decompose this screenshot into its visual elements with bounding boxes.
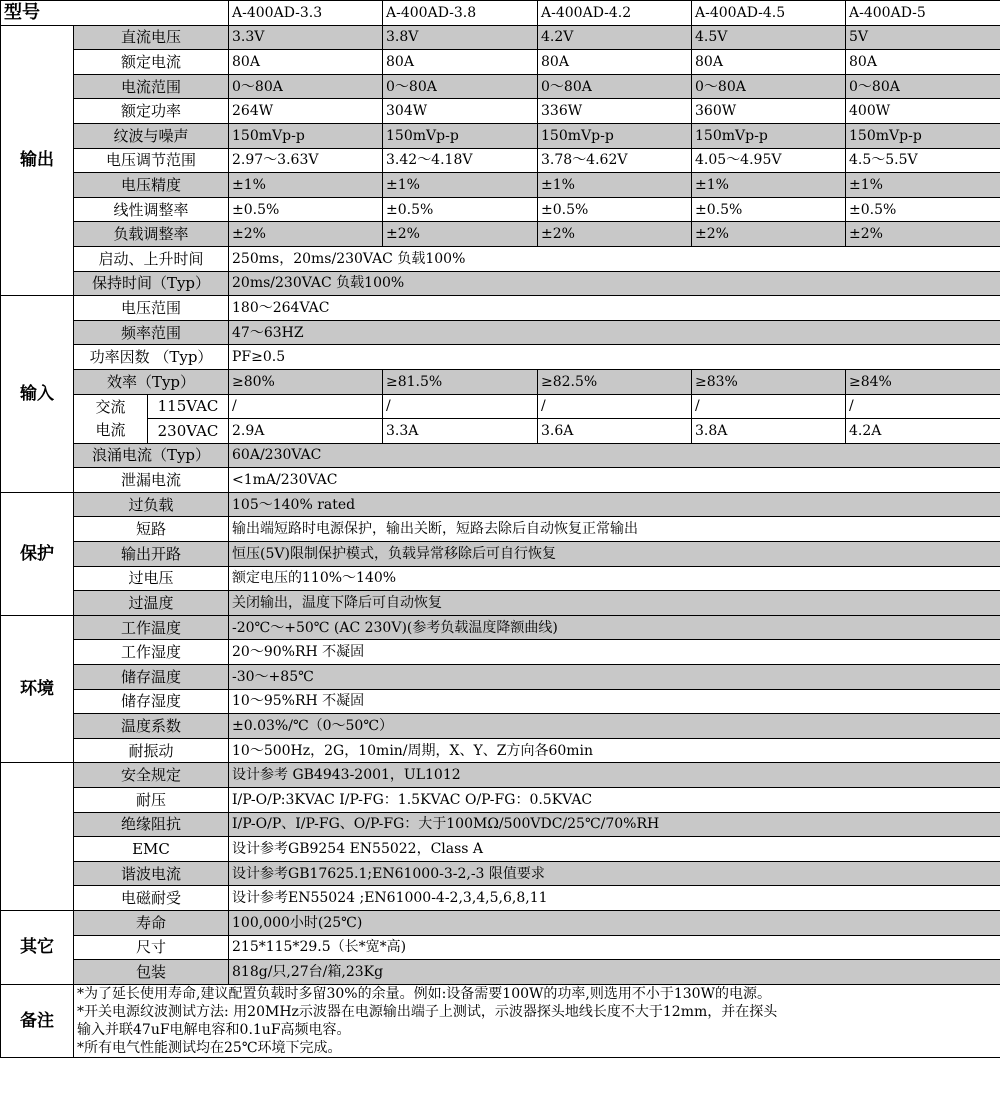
output-row bbox=[1, 197, 1000, 222]
param-label: 额定功率 bbox=[74, 99, 229, 124]
input-row bbox=[1, 369, 1000, 394]
note-line: *为了延长使用寿命,建议配置负载时多留30%的余量。例如:设备需要100W的功率,则选用不小于130W的电源。 bbox=[77, 985, 771, 1002]
param-value: 20～90%RH 不凝固 bbox=[229, 640, 1000, 665]
param-value: 4.05～4.95V bbox=[692, 148, 846, 173]
param-value: <1mA/230VAC bbox=[229, 468, 1000, 493]
environment-row bbox=[1, 640, 1000, 665]
output-row bbox=[1, 246, 1000, 271]
output-row bbox=[1, 74, 1000, 99]
param-label: 过负载 bbox=[74, 492, 229, 517]
param-value: I/P-O/P、I/P-FG、O/P-FG：大于100MΩ/500VDC/25℃/70%RH bbox=[229, 812, 1000, 837]
param-label: 保持时间（Typ） bbox=[74, 271, 229, 296]
param-value: 3.6A bbox=[538, 419, 692, 444]
param-label: 温度系数 bbox=[74, 714, 229, 739]
output-row bbox=[1, 99, 1000, 124]
param-label: 功率因数 （Typ） bbox=[74, 345, 229, 370]
output-row bbox=[1, 222, 1000, 247]
notes-row bbox=[1, 984, 1000, 1057]
param-label: 泄漏电流 bbox=[74, 468, 229, 493]
param-value: 2.9A bbox=[229, 419, 383, 444]
param-value: ≥80% bbox=[229, 369, 383, 394]
param-value: 4.5～5.5V bbox=[846, 148, 1000, 173]
param-label: 电压调节范围 bbox=[74, 148, 229, 173]
param-value: 80A bbox=[692, 50, 846, 75]
param-value: 0～80A bbox=[383, 74, 538, 99]
param-label: 负载调整率 bbox=[74, 222, 229, 247]
param-value: 4.2V bbox=[538, 25, 692, 50]
param-label: 包装 bbox=[74, 960, 229, 985]
param-label: 绝缘阻抗 bbox=[74, 812, 229, 837]
param-label: 储存湿度 bbox=[74, 689, 229, 714]
safety-row bbox=[1, 837, 1000, 862]
protection-row bbox=[1, 591, 1000, 616]
param-value: / bbox=[846, 394, 1000, 419]
input-row bbox=[1, 468, 1000, 493]
input-row bbox=[1, 443, 1000, 468]
section-label-output: 输出 bbox=[1, 25, 74, 296]
param-label: 过电压 bbox=[74, 566, 229, 591]
param-label: 工作湿度 bbox=[74, 640, 229, 665]
param-value: -20℃～+50℃ (AC 230V)(参考负载温度降额曲线) bbox=[229, 615, 1000, 640]
param-value: ±2% bbox=[229, 222, 383, 247]
output-row bbox=[1, 173, 1000, 198]
param-value: 20ms/230VAC 负载100% bbox=[229, 271, 1000, 296]
param-label: 电磁耐受 bbox=[74, 886, 229, 911]
param-value: 150mVp-p bbox=[692, 123, 846, 148]
param-value: / bbox=[383, 394, 538, 419]
param-value: 304W bbox=[383, 99, 538, 124]
param-value: / bbox=[692, 394, 846, 419]
param-value: ±1% bbox=[692, 173, 846, 198]
input-row bbox=[1, 345, 1000, 370]
param-label: 115VAC bbox=[148, 394, 229, 419]
param-label: 启动、上升时间 bbox=[74, 246, 229, 271]
param-value: ±0.5% bbox=[846, 197, 1000, 222]
param-label: 电流范围 bbox=[74, 74, 229, 99]
param-value: / bbox=[538, 394, 692, 419]
param-value: 0～80A bbox=[692, 74, 846, 99]
param-value: 3.78～4.62V bbox=[538, 148, 692, 173]
header-row bbox=[1, 1, 1000, 26]
input-row bbox=[1, 296, 1000, 321]
param-label: 安全规定 bbox=[74, 763, 229, 788]
param-value: ±2% bbox=[692, 222, 846, 247]
ac-current-label-top: 交流 bbox=[95, 397, 126, 416]
other-row bbox=[1, 910, 1000, 935]
param-value: 输出端短路时电源保护，输出关断，短路去除后自动恢复正常输出 bbox=[229, 517, 1000, 542]
param-label: EMC bbox=[74, 837, 229, 862]
param-label: 电压范围 bbox=[74, 296, 229, 321]
param-label: 直流电压 bbox=[74, 25, 229, 50]
param-label: 工作温度 bbox=[74, 615, 229, 640]
param-value: 0～80A bbox=[229, 74, 383, 99]
section-label-notes: 备注 bbox=[1, 984, 74, 1057]
param-value: 设计参考EN55024 ;EN61000-4-2,3,4,5,6,8,11 bbox=[229, 886, 1000, 911]
param-value: 100,000小时(25℃) bbox=[229, 910, 1000, 935]
param-value: 150mVp-p bbox=[383, 123, 538, 148]
param-value: 264W bbox=[229, 99, 383, 124]
param-value: 4.2A bbox=[846, 419, 1000, 444]
param-value: 10～95%RH 不凝固 bbox=[229, 689, 1000, 714]
param-value: 0～80A bbox=[538, 74, 692, 99]
param-value: 180～264VAC bbox=[229, 296, 1000, 321]
param-value: 818g/只,27台/箱,23Kg bbox=[229, 960, 1000, 985]
param-label: 230VAC bbox=[148, 419, 229, 444]
model-name: A-400AD-5 bbox=[846, 1, 1000, 26]
param-value: ≥82.5% bbox=[538, 369, 692, 394]
safety-row bbox=[1, 861, 1000, 886]
param-value: 80A bbox=[383, 50, 538, 75]
protection-row bbox=[1, 492, 1000, 517]
param-value: 4.5V bbox=[692, 25, 846, 50]
model-name: A-400AD-4.2 bbox=[538, 1, 692, 26]
param-value: 215*115*29.5（长*宽*高) bbox=[229, 935, 1000, 960]
section-label-environment: 环境 bbox=[1, 615, 74, 763]
param-value: 336W bbox=[538, 99, 692, 124]
model-header-label: 型号 bbox=[1, 1, 229, 26]
param-value: ±0.03%/℃（0～50℃） bbox=[229, 714, 1000, 739]
param-label: 谐波电流 bbox=[74, 861, 229, 886]
param-label: 输出开路 bbox=[74, 542, 229, 567]
section-label-safety bbox=[1, 763, 74, 911]
param-value: 80A bbox=[538, 50, 692, 75]
environment-row bbox=[1, 615, 1000, 640]
output-row bbox=[1, 25, 1000, 50]
param-value: 3.3V bbox=[229, 25, 383, 50]
param-value: 关闭输出，温度下降后可自动恢复 bbox=[229, 591, 1000, 616]
param-value: 5V bbox=[846, 25, 1000, 50]
param-value: 400W bbox=[846, 99, 1000, 124]
model-name: A-400AD-4.5 bbox=[692, 1, 846, 26]
protection-row bbox=[1, 566, 1000, 591]
note-line: 输入并联47uF电解电容和0.1uF高频电容。 bbox=[77, 1021, 351, 1038]
other-row bbox=[1, 960, 1000, 985]
param-value: 0～80A bbox=[846, 74, 1000, 99]
param-value: ±0.5% bbox=[538, 197, 692, 222]
output-row bbox=[1, 271, 1000, 296]
param-label: 纹波与噪声 bbox=[74, 123, 229, 148]
param-value: I/P-O/P:3KVAC I/P-FG：1.5KVAC O/P-FG：0.5KVAC bbox=[229, 788, 1000, 813]
param-value: 3.8V bbox=[383, 25, 538, 50]
param-value: 60A/230VAC bbox=[229, 443, 1000, 468]
output-row bbox=[1, 123, 1000, 148]
param-value: / bbox=[229, 394, 383, 419]
param-value: ±2% bbox=[383, 222, 538, 247]
output-row bbox=[1, 148, 1000, 173]
safety-row bbox=[1, 812, 1000, 837]
param-value: 80A bbox=[229, 50, 383, 75]
protection-row bbox=[1, 542, 1000, 567]
param-value: -30～+85℃ bbox=[229, 665, 1000, 690]
safety-row bbox=[1, 763, 1000, 788]
safety-row bbox=[1, 788, 1000, 813]
param-value: ±1% bbox=[229, 173, 383, 198]
safety-row bbox=[1, 886, 1000, 911]
input-row bbox=[1, 394, 1000, 419]
param-value: ±2% bbox=[538, 222, 692, 247]
param-value: 150mVp-p bbox=[229, 123, 383, 148]
param-value: 150mVp-p bbox=[538, 123, 692, 148]
param-label: 过温度 bbox=[74, 591, 229, 616]
param-value: 250ms，20ms/230VAC 负载100% bbox=[229, 246, 1000, 271]
param-value: 3.42～4.18V bbox=[383, 148, 538, 173]
ac-current-label-bottom: 电流 bbox=[95, 420, 126, 439]
other-row bbox=[1, 935, 1000, 960]
param-label: 储存温度 bbox=[74, 665, 229, 690]
param-value: ≥81.5% bbox=[383, 369, 538, 394]
param-value: 360W bbox=[692, 99, 846, 124]
note-line: *开关电源纹波测试方法: 用20MHz示波器在电源输出端子上测试，示波器探头地线长度不大于12mm，并在探头 bbox=[77, 1003, 778, 1020]
param-value: ≥84% bbox=[846, 369, 1000, 394]
environment-row bbox=[1, 665, 1000, 690]
param-value: 105～140% rated bbox=[229, 492, 1000, 517]
param-value: PF≥0.5 bbox=[229, 345, 1000, 370]
param-value: 80A bbox=[846, 50, 1000, 75]
model-name: A-400AD-3.8 bbox=[383, 1, 538, 26]
environment-row bbox=[1, 689, 1000, 714]
param-value: 设计参考GB9254 EN55022，Class A bbox=[229, 837, 1000, 862]
param-value: ±2% bbox=[846, 222, 1000, 247]
param-label: 耐振动 bbox=[74, 738, 229, 763]
section-label-other: 其它 bbox=[1, 910, 74, 984]
note-line: *所有电气性能测试均在25℃环境下完成。 bbox=[77, 1039, 342, 1056]
input-row bbox=[1, 419, 1000, 444]
model-name: A-400AD-3.3 bbox=[229, 1, 383, 26]
section-label-protection: 保护 bbox=[1, 492, 74, 615]
param-label: 频率范围 bbox=[74, 320, 229, 345]
param-label: 耐压 bbox=[74, 788, 229, 813]
output-row bbox=[1, 50, 1000, 75]
param-value: ±1% bbox=[383, 173, 538, 198]
param-label: 额定电流 bbox=[74, 50, 229, 75]
param-label: 线性调整率 bbox=[74, 197, 229, 222]
param-value: 10～500Hz，2G，10min/周期，X、Y、Z方向各60min bbox=[229, 738, 1000, 763]
param-label: 短路 bbox=[74, 517, 229, 542]
param-value: ±1% bbox=[846, 173, 1000, 198]
param-value: 额定电压的110%～140% bbox=[229, 566, 1000, 591]
param-value: ±0.5% bbox=[229, 197, 383, 222]
input-row bbox=[1, 320, 1000, 345]
param-value: 47～63HZ bbox=[229, 320, 1000, 345]
ac-current-label bbox=[74, 394, 148, 443]
param-value: 3.3A bbox=[383, 419, 538, 444]
param-value: 150mVp-p bbox=[846, 123, 1000, 148]
environment-row bbox=[1, 738, 1000, 763]
param-label: 浪涌电流（Typ） bbox=[74, 443, 229, 468]
protection-row bbox=[1, 517, 1000, 542]
notes-cell bbox=[74, 984, 1000, 1057]
section-label-input: 输入 bbox=[1, 296, 74, 493]
param-label: 效率（Typ） bbox=[74, 369, 229, 394]
param-value: 恒压(5V)限制保护模式，负载异常移除后可自行恢复 bbox=[229, 542, 1000, 567]
param-value: 设计参考 GB4943-2001，UL1012 bbox=[229, 763, 1000, 788]
param-value: 设计参考GB17625.1;EN61000-3-2,-3 限值要求 bbox=[229, 861, 1000, 886]
param-label: 寿命 bbox=[74, 910, 229, 935]
param-value: 2.97～3.63V bbox=[229, 148, 383, 173]
param-value: ±0.5% bbox=[692, 197, 846, 222]
param-value: ±0.5% bbox=[383, 197, 538, 222]
param-value: ±1% bbox=[538, 173, 692, 198]
param-value: 3.8A bbox=[692, 419, 846, 444]
environment-row bbox=[1, 714, 1000, 739]
param-label: 电压精度 bbox=[74, 173, 229, 198]
param-label: 尺寸 bbox=[74, 935, 229, 960]
param-value: ≥83% bbox=[692, 369, 846, 394]
